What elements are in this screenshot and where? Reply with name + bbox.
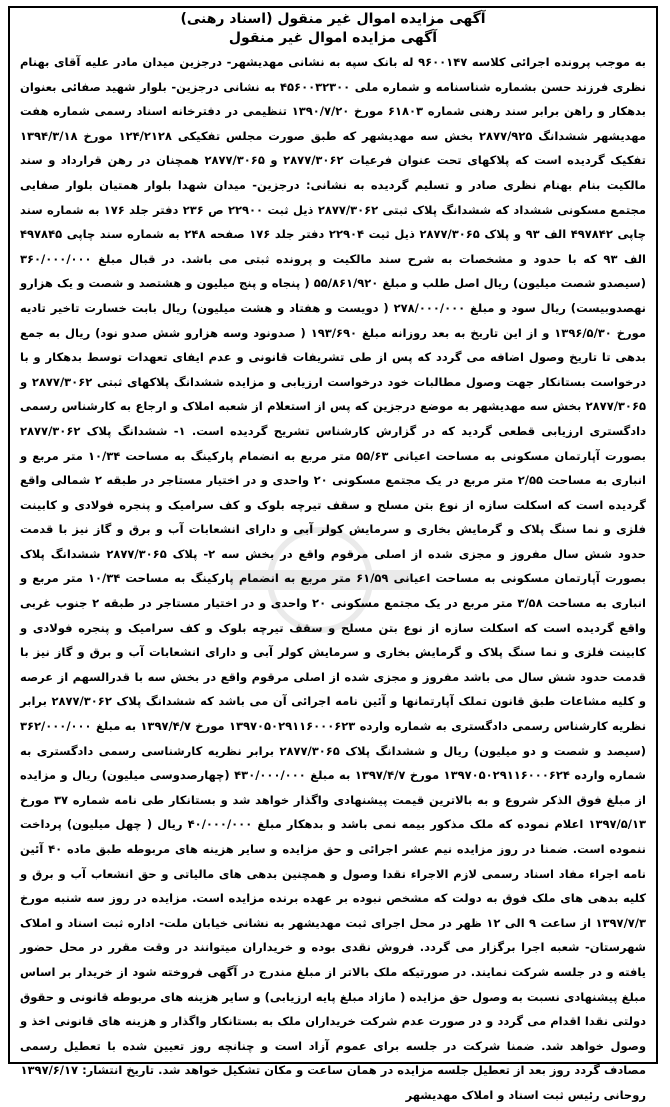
notice-body xyxy=(20,50,646,1083)
auction-notice xyxy=(8,6,658,1102)
notice-title-secondary: آگهی مزایده اموال غیر منقول xyxy=(228,30,438,46)
notice-title-primary: آگهی مزایده اموال غیر منقول (اسناد رهنی) xyxy=(180,11,486,27)
notice-body-text: به موجب پرونده اجرائی کلاسه ۹۶۰۰۱۴۷ له بانک سپه به نشانی مهدیشهر- درجزین میدان مادر علیه آقای بهنام نظری فرزند حسن بشماره شناسنامه و شماره ملی ۴۵۶۰۰۳۲۳۰۰ به نشانی درجزین- بلوار شهید صفائی بعنوان بدهکار و راهن برابر سند رهنی شماره ۶۱۸۰۳ مورخ ۱۳۹۰/۷/۲۰ تنظیمی در دفترخانه اسناد رسمی شماره هفت مهدیشهر ششدانگ ۲۸۷۷/۹۲۵ بخش سه مهدیشهر که طبق صورت مجلس تفکیکی ۱۲۴/۲۱۲۸ مورخ ۱۳۹۴/۳/۱۸ تفکیک گردیده است که پلاکهای تحت عنوان فرعیات ۲۸۷۷/۳۰۶۲ و ۲۸۷۷/۳۰۶۵ همچنان در رهن قرارداد و سند مالکیت بنام بهنام نظری صادر و تسلیم گردیده به نشانی: درجزین- میدان شهدا بلوار همتیان بلوار صفایی مجتمع مسکونی ششداد که ششدانگ پلاک ثبتی ۲۸۷۷/۳۰۶۲ ذیل ثبت ۲۲۹۰۰ ص ۲۳۶ دفتر جلد ۱۷۶ به شماره سند چاپی ۴۹۷۸۴۲ الف ۹۳ و پلاک ۲۸۷۷/۳۰۶۵ ذیل ثبت ۲۲۹۰۴ دفتر جلد ۱۷۶ صفحه ۲۴۸ به شماره سند چاپی ۴۹۷۸۴۵ الف ۹۳ که با حدود و مشخصات به شرح سند مالکیت و پرونده ثبتی می باشد. در قبال مبلغ ۳۶۰/۰۰۰/۰۰۰ (سیصدو شصت میلیون) ریال اصل طلب و مبلغ ۵۵/۸۶۱/۹۲۰ ( پنجاه و پنج میلیون و هشتصد و شصت و یک هزارو نهصدوبیست) ریال سود و مبلغ ۲۷۸/۰۰۰/۰۰۰ ( دویست و هفتاد و هشت میلیون) ریال بابت خسارت تاخیر تادیه مورخ ۱۳۹۶/۵/۳۰ و از این تاریخ به بعد روزانه مبلغ ۱۹۳/۶۹۰ ( صدونود وسه هزارو شش صدو نود) ریال به جمع بدهی تا تاریخ وصول اضافه می گردد که پس از طی تشریفات قانونی و عدم ایفای تعهدات توسط بدهکار و با درخواست بستانکار جهت وصول مطالبات خود درخواست ارزیابی و مزایده ششدانگ پلاکهای ثبتی ۲۸۷۷/۳۰۶۲ و ۲۸۷۷/۳۰۶۵ بخش سه مهدیشهر به موضع درجزین که پس از استعلام از شعبه املاک و ارجاع به کارشناس رسمی دادگستری ارزیابی قطعی گردید که در گزارش کارشناس تشریح گردیده است. ۱- ششدانگ پلاک ۲۸۷۷/۳۰۶۲ بصورت آپارتمان مسکونی به مساحت اعیانی ۵۵/۶۳ متر مربع به انضمام پارکینگ به مساحت ۱۰/۳۴ متر مربع و انباری به مساحت ۲/۵۵ متر مربع در یک مجتمع مسکونی ۲۰ واحدی و در اختیار مستاجر در طبقه ۲ شمالی واقع گردیده است که اسکلت سازه از نوع بتن مسلح و سقف تیرچه بلوک و کف سرامیک و پنجره فولادی و کابینت فلزی و نما سنگ پلاک و گرمایش بخاری و سرمایش کولر آبی و دارای انشعابات آب و برق و گاز نیز با قدمت حدود شش سال مفروز و مجزی شده از اصلی مرقوم واقع در بخش سه ۲- پلاک ۲۸۷۷/۳۰۶۵ ششدانگ پلاک بصورت آپارتمان مسکونی به مساحت اعیانی ۶۱/۵۹ متر مربع به انضمام پارکینگ به مساحت ۱۰/۳۴ متر مربع و انباری به مساحت ۳/۵۸ متر مربع در یک مجتمع مسکونی ۲۰ واحدی و در اختیار مستاجر در طبقه ۲ جنوب غربی واقع گردیده است که اسکلت سازه از نوع بتن مسلح و سقف تیرچه بلوک و کف سرامیک و پنجره فولادی و کابینت فلزی و نما سنگ پلاک و گرمایش بخاری و سرمایش کولر آبی و دارای انشعابات آب و برق و گاز نیز با قدمت حدود شش سال می باشد مفروز و مجزی شده از اصلی مرقوم واقع در بخش سه با قدرالسهم از عرصه و کلیه مشاعات طبق قانون تملک آپارتمانها و آئین نامه اجرائی آن می باشد که ششدانگ پلاک ۲۸۷۷/۳۰۶۲ برابر نظریه کارشناس رسمی دادگستری به شماره وارده ۱۳۹۷۰۵۰۲۹۱۱۶۰۰۰۶۲۳ مورخ ۱۳۹۷/۴/۷ به مبلغ ۳۶۲/۰۰۰/۰۰۰ (سیصد و شصت و دو میلیون) ریال و ششدانگ پلاک ۲۸۷۷/۳۰۶۵ برابر نظریه کارشناسی رسمی دادگستری به شماره وارده ۱۳۹۷۰۵۰۲۹۱۱۶۰۰۰۶۲۴ مورخ ۱۳۹۷/۴/۷ به مبلغ ۴۳۰/۰۰۰/۰۰۰ (چهارصدوسی میلیون) ریال و مزایده از مبلغ فوق الذکر شروع و به بالاترین قیمت پیشنهادی واگذار خواهد شد و بستانکار طی نامه شماره ۳۷ مورخ ۱۳۹۷/۵/۱۳ اعلام نموده که ملک مذکور بیمه نمی باشد و بدهکار مبلغ ۴۰/۰۰۰/۰۰۰ ریال ( چهل میلیون) پرداخت ننموده است. ضمنا در روز مزایده نیم عشر اجرائی و حق مزایده و سایر هزینه های مربوطه طبق ماده ۴۰ آئین نامه اجراء مفاد اسناد رسمی لازم الاجراء نقدا وصول و همچنین بدهی های مالیاتی و حق انشعاب آب و برق و کلیه بدهی های ملک فوق به دولت که مشخص نبوده بر عهده برنده مزایده است. مزایده در روز سه شنبه مورخ ۱۳۹۷/۷/۳ از ساعت ۹ الی ۱۲ ظهر در محل اجرای ثبت مهدیشهر به نشانی خیابان ملت- اداره ثبت اسناد و املاک شهرستان- شعبه اجرا برگزار می گردد. فروش نقدی بوده و خریداران میتوانند در وقت مقرر در محل حضور یافته و در جلسه شرکت نمایند. در صورتیکه ملک بالاتر از مبلغ مندرج در آگهی فروخته شود از خریدار بر اساس مبلغ پیشنهادی نسبت به وصول حق مزایده ( مازاد مبلغ پایه ارزیابی) و سایر هزینه های مربوطه قانونی و حقوق دولتی نقدا اقدام می گردد و در صورت عدم شرکت خریداران ملک به بستانکار واگذار و هزینه های قانونی اخذ و وصول خواهد شد. ضمنا شرکت در جلسه برای عموم آزاد است و چنانچه روز تعیین شده با تعطیل رسمی مصادف گردد روز بعد از تعطیل جلسه مزایده در همان ساعت و مکان تشکیل خواهد شد. تاریخ انتشار: ۱۳۹۷/۶/۱۷ xyxy=(20,55,647,1078)
notice-signature: روحانی رئیس ثبت اسناد و املاک مهدیشهر xyxy=(405,1087,646,1102)
